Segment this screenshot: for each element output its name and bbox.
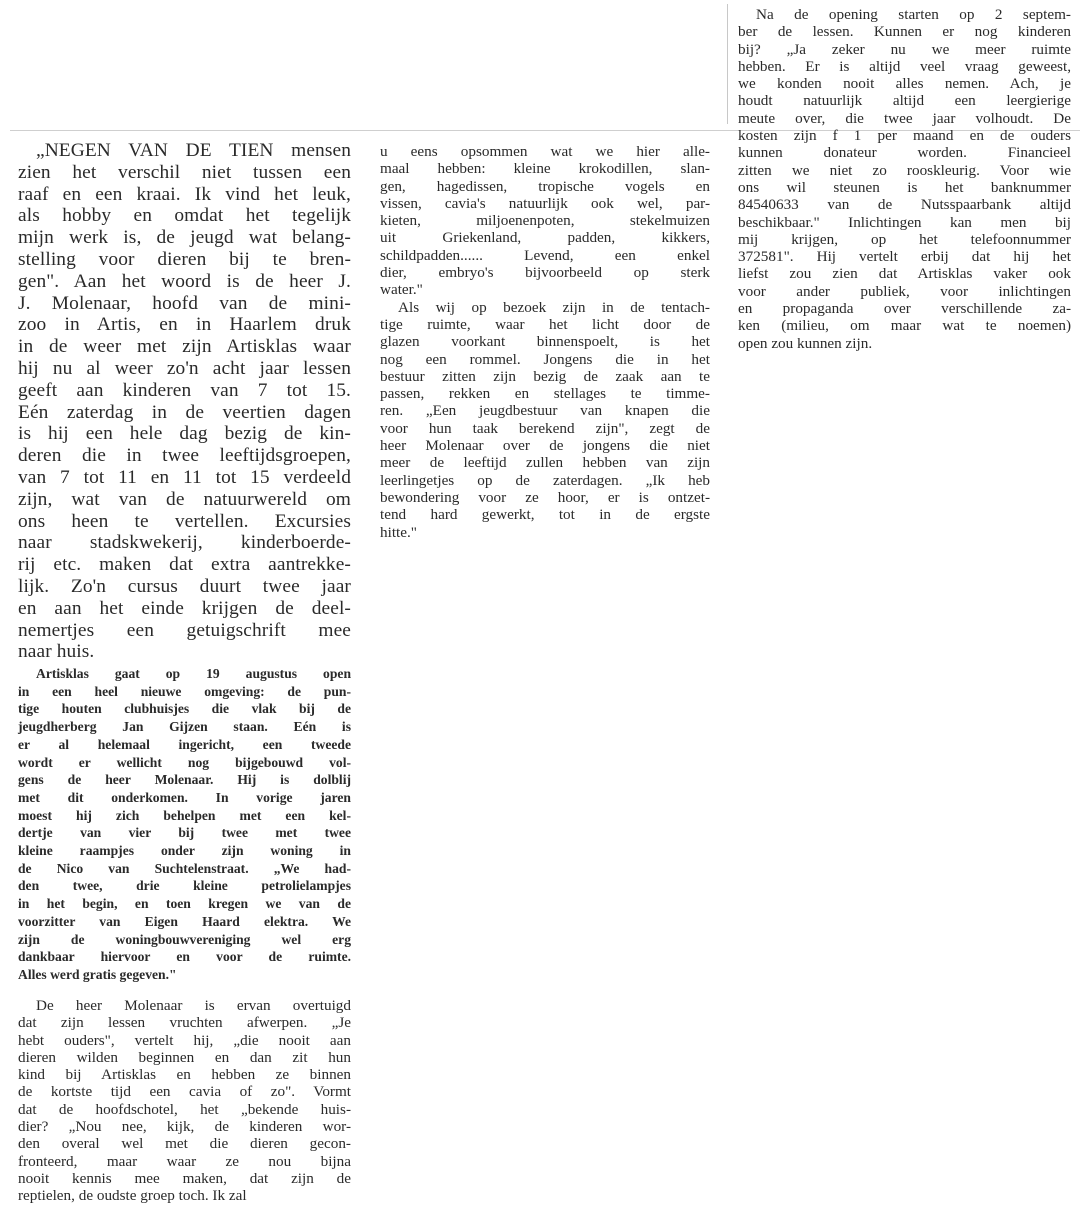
text-line: bestuur zitten zijn bezig de zaak aan te <box>380 367 710 385</box>
text-line: heer Molenaar over de jongens die niet <box>380 437 710 455</box>
text-line: meer de leeftijd zullen hebben van zijn <box>380 454 710 472</box>
text-line: in de weer met zijn Artisklas waar <box>18 336 351 358</box>
text-line: en propaganda over verschillende za- <box>738 300 1071 318</box>
article-column-2 <box>380 143 710 541</box>
text-line: zoo in Artis, en in Haarlem druk <box>18 314 351 336</box>
paragraph-opening <box>738 6 1071 352</box>
text-line: stelling voor dieren bij te bren- <box>18 248 351 270</box>
text-line: mijn werk is, de jeugd wat belang- <box>18 227 351 249</box>
text-line: dertje van vier bij twee met twee <box>18 825 351 841</box>
text-line: raaf en een kraai. Ik vind het leuk, <box>18 183 351 205</box>
text-line: passen, rekken en stellages te timme- <box>380 385 710 403</box>
text-line: als hobby en omdat het tegelijk <box>18 205 351 227</box>
text-line: er al helemaal ingericht, een tweede <box>18 736 351 752</box>
text-line: tend hard gewerkt, tot in de ergste <box>380 506 710 524</box>
text-line: wordt er wellicht nog bijgebouwd vol- <box>18 754 351 770</box>
text-line: nooit kennis mee maken, dat zijn de <box>18 1169 351 1187</box>
article-column-1-bottom <box>18 997 351 1205</box>
text-line: gen, hagedissen, tropische vogels en <box>380 177 710 195</box>
paragraph-visit <box>380 299 710 541</box>
text-line: gens de heer Molenaar. Hij is dolblij <box>18 772 351 788</box>
text-line: fronteerd, maar waar ze nou bijna <box>18 1152 351 1170</box>
text-line: hebt ouders", vertelt hij, „die nooit aan <box>18 1031 351 1049</box>
text-line: open zou kunnen zijn. <box>738 334 873 352</box>
text-line: Alles werd gratis gegeven." <box>18 966 177 982</box>
text-line: dankbaar hiervoor en voor de ruimte. <box>18 949 351 965</box>
text-line: voor ander publiek, voor inlichtingen <box>738 282 1071 300</box>
text-line: kleine raampjes onder zijn woning in <box>18 843 351 859</box>
text-line: J. Molenaar, hoofd van de mini- <box>18 292 351 314</box>
text-line: mij krijgen, op het telefoonnummer <box>738 230 1071 248</box>
text-line: nog een rommel. Jongens die in het <box>380 350 710 368</box>
article-bold-section <box>18 665 351 984</box>
text-line: hij nu al weer zo'n acht jaar lessen <box>18 357 351 379</box>
text-line: bewondering voor ze hoor, er is ontzet- <box>380 488 710 506</box>
text-line: hebben. Er is altijd veel vraag geweest, <box>738 57 1071 75</box>
text-line: hitte." <box>380 523 417 541</box>
column-divider <box>727 4 728 124</box>
text-line: nemertjes een getuigschrift mee <box>18 619 351 641</box>
text-line: beschikbaar." Inlichtingen kan men bij <box>738 213 1071 231</box>
text-line: de kortste tijd een cavia of zo". Vormt <box>18 1083 351 1101</box>
text-line: De heer Molenaar is ervan overtuigd <box>36 997 351 1014</box>
text-line: Als wij op bezoek zijn in de tentach- <box>398 298 710 316</box>
text-line: u eens opsommen wat we hier alle- <box>380 143 710 160</box>
text-line: jeugdherberg Jan Gijzen staan. Eén is <box>18 719 351 735</box>
text-line: de Nico van Suchtelenstraat. „We had- <box>18 860 351 876</box>
text-line: in een heel nieuwe omgeving: de pun- <box>18 683 351 699</box>
text-line: ken (milieu, om maar wat te noemen) <box>738 317 1071 335</box>
text-line: dieren wilden beginnen en dan zit hun <box>18 1048 351 1066</box>
text-line: en aan het einde krijgen de deel- <box>18 597 351 619</box>
text-line: kosten zijn f 1 per maand en de ouders <box>738 127 1071 145</box>
text-line: dier, embryo's bijvoorbeeld op sterk <box>380 264 710 282</box>
text-line: houdt natuurlijk altijd een leergierige <box>738 92 1071 110</box>
text-line: dat de hoofdschotel, het „bekende huis- <box>18 1100 351 1118</box>
text-line: met dit onderkomen. In vorige jaren <box>18 789 351 805</box>
text-line: kieten, miljoenenpoten, stekelmuizen <box>380 212 710 230</box>
text-line: voorzitter van Eigen Haard elektra. We <box>18 913 351 929</box>
text-line: van 7 tot 11 en 11 tot 15 verdeeld <box>18 466 351 488</box>
text-line: zitten we niet zo rooskleurig. Voor wie <box>738 161 1071 179</box>
text-line: naar stadskwekerij, kinderboerde- <box>18 532 351 554</box>
text-line: zijn de woningbouwvereniging wel erg <box>18 931 351 947</box>
text-line: Eén zaterdag in de veertien dagen <box>18 401 351 423</box>
text-line: gen". Aan het woord is de heer J. <box>18 270 351 292</box>
text-line: dat zijn lessen vruchten afwerpen. „Je <box>18 1014 351 1032</box>
text-line: rij etc. maken dat extra aantrekke- <box>18 554 351 576</box>
text-line: dier? „Nou nee, kijk, de kinderen wor- <box>18 1118 351 1136</box>
article-column-3 <box>738 6 1071 352</box>
article-intro <box>18 140 351 663</box>
text-line: tige houten clubhuisjes die vlak bij de <box>18 701 351 717</box>
text-line: maal hebben: kleine krokodillen, slan- <box>380 160 710 178</box>
text-line: voor hun taak berekend zijn", zegt de <box>380 419 710 437</box>
text-line: we konden nooit alles nemen. Ach, je <box>738 75 1071 93</box>
text-line: geeft aan kinderen van 7 tot 15. <box>18 379 351 401</box>
text-line: Artisklas gaat op 19 augustus open <box>36 666 351 681</box>
text-line: „NEGEN VAN DE TIEN mensen <box>36 140 351 161</box>
text-line: 372581". Hij vertelt erbij dat hij het <box>738 248 1071 266</box>
text-line: schildpadden...... Levend, een enkel <box>380 246 710 264</box>
text-line: glazen voorkant binnenspoelt, is het <box>380 333 710 351</box>
paragraph-lessons <box>18 997 351 1205</box>
text-line: ren. „Een jeugdbestuur van knapen die <box>380 402 710 420</box>
text-line: ber de lessen. Kunnen er nog kinderen <box>738 23 1071 41</box>
text-line: kunnen donateur worden. Financieel <box>738 144 1071 162</box>
text-line: moest hij zich behelpen met een kel- <box>18 807 351 823</box>
bold-paragraph <box>18 665 351 984</box>
text-line: naar huis. <box>18 641 95 663</box>
text-line: bij? „Ja zeker nu we meer ruimte <box>738 40 1071 58</box>
text-line: lijk. Zo'n cursus duurt twee jaar <box>18 575 351 597</box>
intro-paragraph <box>18 140 351 663</box>
text-line: kind bij Artisklas en hebben ze binnen <box>18 1066 351 1084</box>
text-line: reptielen, de oudste groep toch. Ik zal <box>18 1187 247 1205</box>
text-line: uit Griekenland, padden, kikkers, <box>380 229 710 247</box>
text-line: deren die in twee leeftijdsgroepen, <box>18 445 351 467</box>
text-line: Na de opening starten op 2 septem- <box>756 6 1071 23</box>
text-line: ons heen te vertellen. Excursies <box>18 510 351 532</box>
text-line: is hij een hele dag bezig de kin- <box>18 423 351 445</box>
text-line: 84540633 van de Nutsspaarbank altijd <box>738 196 1071 214</box>
text-line: liefst zou zien dat Artisklas vaker ook <box>738 265 1071 283</box>
text-line: zien het verschil niet tussen een <box>18 161 351 183</box>
text-line: ons wil steunen is het banknummer <box>738 178 1071 196</box>
text-line: zijn, wat van de natuurwereld om <box>18 488 351 510</box>
paragraph-animals <box>380 143 710 299</box>
text-line: meute over, die twee jaar volhoudt. De <box>738 109 1071 127</box>
text-line: den twee, drie kleine petrolielampjes <box>18 878 351 894</box>
text-line: den overal wel met die dieren gecon- <box>18 1135 351 1153</box>
text-line: water." <box>380 281 423 299</box>
text-line: tige ruimte, waar het licht door de <box>380 315 710 333</box>
text-line: in het begin, en toen kregen we van de <box>18 896 351 912</box>
text-line: leerlingetjes op de zaterdagen. „Ik heb <box>380 471 710 489</box>
text-line: vissen, cavia's natuurlijk ook wel, par- <box>380 194 710 212</box>
